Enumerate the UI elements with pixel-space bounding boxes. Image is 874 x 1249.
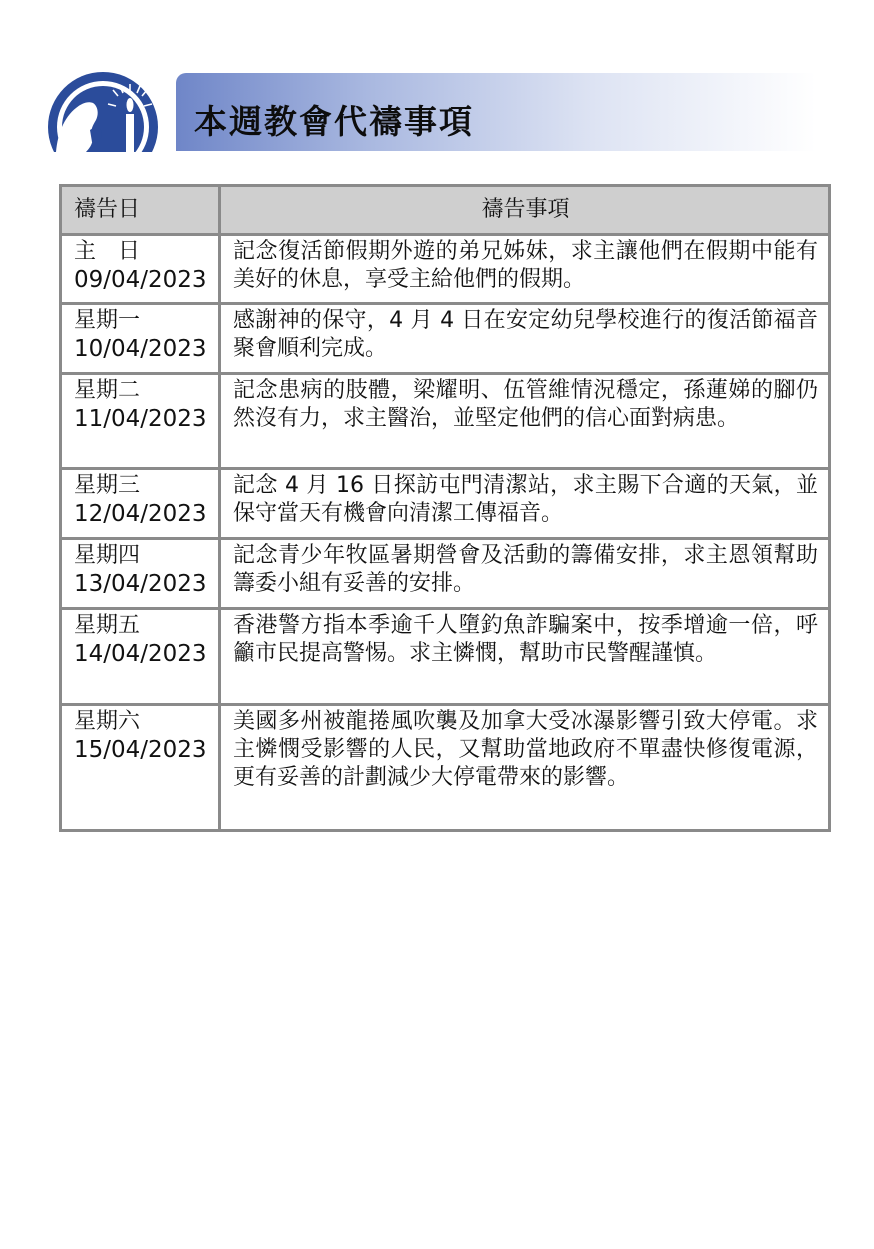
table-row — [61, 539, 830, 609]
day-date: 12/04/2023 — [74, 501, 207, 527]
table-row — [61, 374, 830, 469]
table-row — [61, 304, 830, 374]
day-name: 星期三 — [74, 473, 141, 498]
day-name: 主 日 — [74, 239, 141, 264]
prayer-item: 記念患病的肢體，梁耀明、伍管維情況穩定，孫蓮娣的腳仍然沒有力，求主醫治，並堅定他們的信心面對病患。 — [220, 374, 830, 469]
prayer-item: 記念復活節假期外遊的弟兄姊妹，求主讓他們在假期中能有美好的休息，享受主給他們的假期。 — [220, 235, 830, 304]
table-header-row — [61, 186, 830, 235]
prayer-item: 記念青少年牧區暑期營會及活動的籌備安排，求主恩領幫助籌委小組有妥善的安排。 — [220, 539, 830, 609]
table-row — [61, 609, 830, 705]
day-name: 星期五 — [74, 613, 141, 638]
day-cell — [61, 539, 220, 609]
prayer-item: 感謝神的保守，4 月 4 日在安定幼兒學校進行的復活節福音聚會順利完成。 — [220, 304, 830, 374]
church-logo — [46, 70, 160, 152]
day-cell — [61, 469, 220, 539]
table-row — [61, 469, 830, 539]
day-date: 14/04/2023 — [74, 641, 207, 667]
church-praying-figure-candle-icon — [46, 70, 160, 152]
day-name: 星期二 — [74, 378, 141, 403]
day-date: 09/04/2023 — [74, 267, 207, 293]
prayer-item: 香港警方指本季逾千人墮釣魚詐騙案中，按季增逾一倍，呼籲市民提高警惕。求主憐憫，幫助市民警醒謹慎。 — [220, 609, 830, 705]
day-cell — [61, 705, 220, 831]
day-date: 10/04/2023 — [74, 336, 207, 362]
day-date: 13/04/2023 — [74, 571, 207, 597]
day-cell — [61, 235, 220, 304]
column-header-item: 禱告事項 — [220, 186, 830, 235]
day-cell — [61, 374, 220, 469]
table-row — [61, 705, 830, 831]
column-header-day: 禱告日 — [61, 186, 220, 235]
day-name: 星期六 — [74, 709, 141, 734]
page-title: 本週教會代禱事項 — [194, 102, 474, 141]
day-date: 15/04/2023 — [74, 737, 207, 763]
prayer-table — [59, 184, 831, 832]
prayer-item: 記念 4 月 16 日探訪屯門清潔站，求主賜下合適的天氣，並保守當天有機會向清潔工傳福音。 — [220, 469, 830, 539]
day-name: 星期一 — [74, 308, 141, 333]
prayer-item: 美國多州被龍捲風吹襲及加拿大受冰瀑影響引致大停電。求主憐憫受影響的人民，又幫助當地政府不單盡快修復電源，更有妥善的計劃減少大停電帶來的影響。 — [220, 705, 830, 831]
table-row — [61, 235, 830, 304]
day-cell — [61, 609, 220, 705]
day-cell — [61, 304, 220, 374]
day-date: 11/04/2023 — [74, 406, 207, 432]
day-name: 星期四 — [74, 543, 141, 568]
